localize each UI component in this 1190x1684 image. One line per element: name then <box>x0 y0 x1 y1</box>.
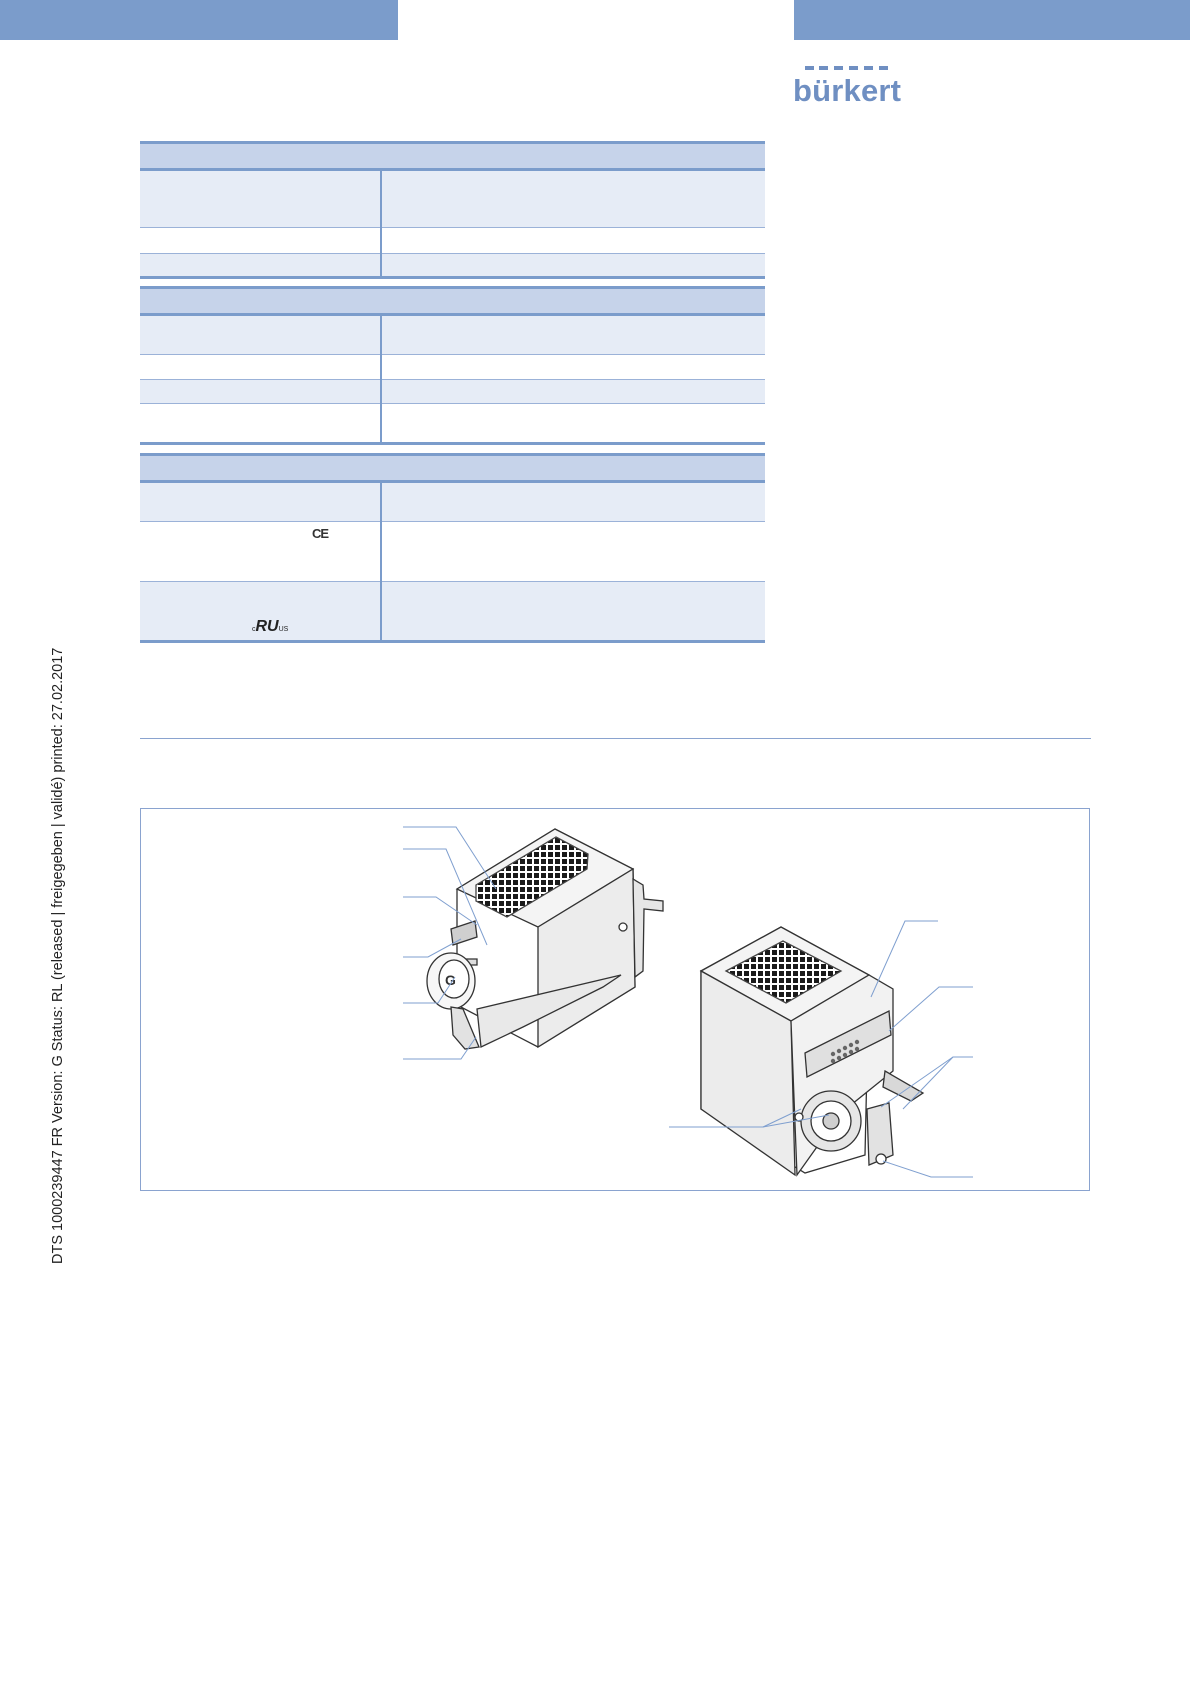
pump-illustration <box>141 809 1091 1192</box>
burkert-logo <box>793 60 905 106</box>
ul-letters: RU <box>255 618 279 635</box>
table-row <box>140 582 765 642</box>
table-row <box>140 228 765 254</box>
product-figure <box>140 808 1090 1191</box>
table-row <box>140 404 765 444</box>
document-status-stamp: DTS 1000239447 FR Version: G Status: RL (released | freigegeben | validé) printed: 27.02.2017 <box>50 647 66 1264</box>
table-row <box>140 315 765 355</box>
section-divider <box>140 738 1091 739</box>
table-cell-label <box>140 355 381 380</box>
table-cell-value <box>381 254 765 278</box>
logo-bar <box>879 66 888 70</box>
spec-table-2 <box>140 286 765 445</box>
table-cell-label <box>140 228 381 254</box>
table-cell-value <box>381 380 765 404</box>
table-cell-label <box>140 582 381 642</box>
table-row <box>140 355 765 380</box>
table-cell-value <box>381 228 765 254</box>
ce-mark-icon: CE <box>311 526 328 541</box>
brand-name: bürkert <box>793 73 902 108</box>
table-row <box>140 482 765 522</box>
table-row <box>140 522 765 582</box>
svg-text:G: G <box>445 972 456 988</box>
table-row <box>140 170 765 228</box>
table-cell-label <box>140 170 381 228</box>
table-cell-value <box>381 404 765 444</box>
logo-bar <box>834 66 843 70</box>
pump-side-view <box>427 829 663 1049</box>
table-header <box>140 143 765 170</box>
table-cell-value <box>381 355 765 380</box>
logo-bar <box>819 66 828 70</box>
table-header <box>140 288 765 315</box>
table-cell-value <box>381 522 765 582</box>
logo-bar <box>805 66 814 70</box>
header-band-right <box>794 0 1190 40</box>
table-cell-value <box>381 170 765 228</box>
spec-table-1 <box>140 141 765 279</box>
ul-mark-icon <box>252 618 288 636</box>
table-cell-label <box>140 404 381 444</box>
table-cell-value <box>381 315 765 355</box>
pump-front-view <box>701 927 923 1175</box>
logo-bar <box>864 66 873 70</box>
spec-table-3 <box>140 453 765 643</box>
table-cell-value <box>381 482 765 522</box>
ul-prefix: c <box>252 626 256 633</box>
table-row <box>140 380 765 404</box>
table-cell-label <box>140 380 381 404</box>
table-header <box>140 455 765 482</box>
header-band-left <box>0 0 398 40</box>
ul-suffix: US <box>278 626 289 633</box>
table-row <box>140 254 765 278</box>
table-cell-value <box>381 582 765 642</box>
table-cell-label <box>140 254 381 278</box>
logo-bar <box>849 66 858 70</box>
table-cell-label <box>140 522 381 582</box>
table-cell-label <box>140 482 381 522</box>
table-cell-label <box>140 315 381 355</box>
